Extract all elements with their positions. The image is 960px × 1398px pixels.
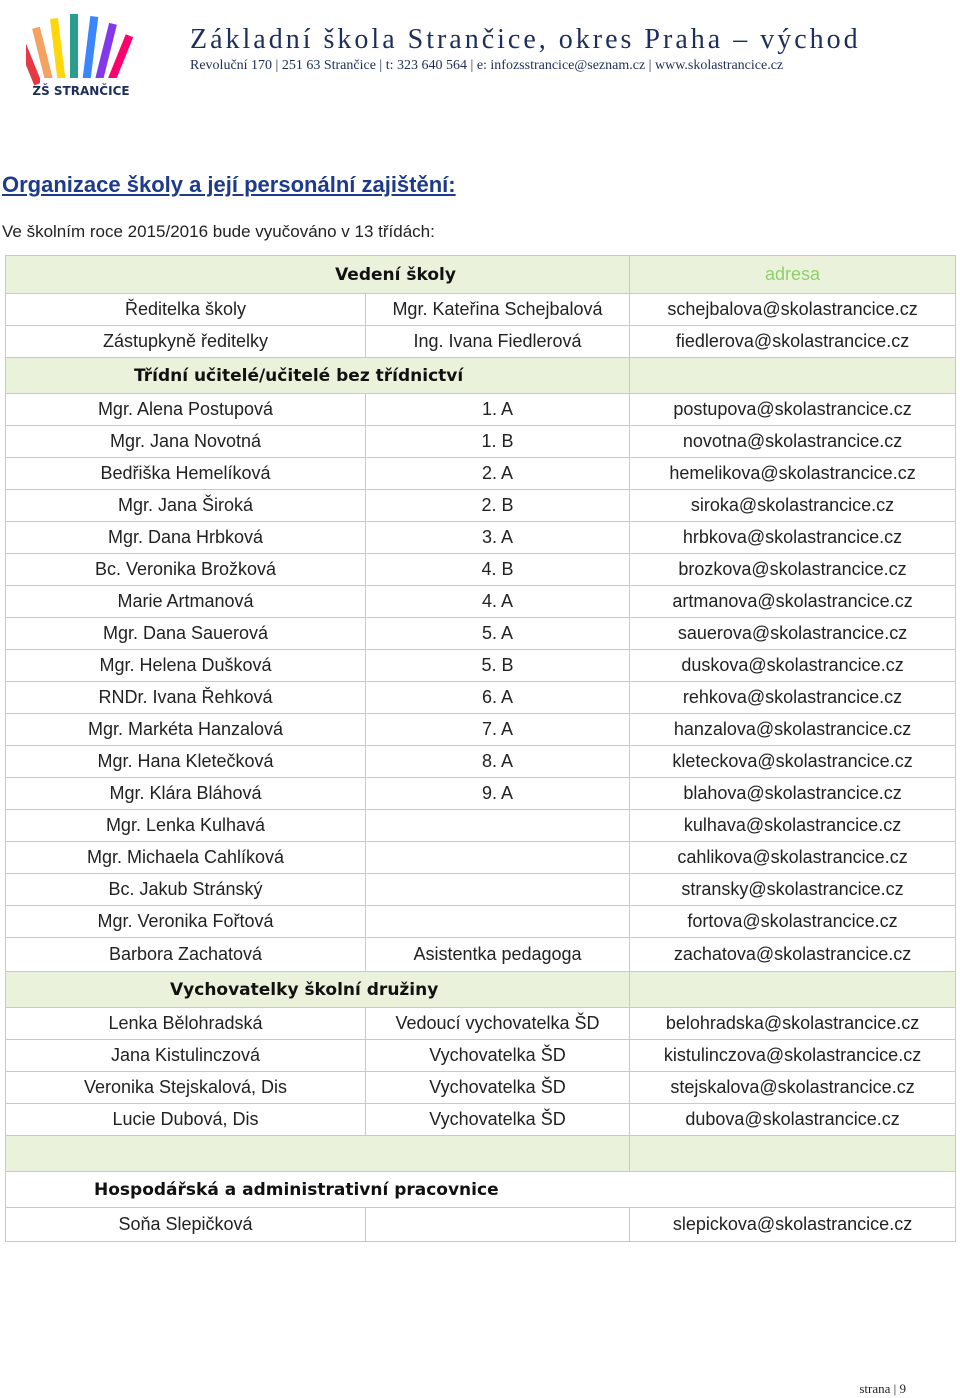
address-column-header: adresa	[630, 256, 956, 294]
teacher-class	[366, 906, 630, 938]
school-name: Základní škola Strančice, okres Praha – východ	[190, 24, 861, 55]
table-row	[6, 426, 956, 458]
section-header-tridni	[6, 358, 956, 394]
teacher-class: 7. A	[366, 714, 630, 746]
teacher-class	[366, 810, 630, 842]
section-header-hospodarska	[6, 1172, 956, 1208]
teacher-email: hanzalova@skolastrancice.cz	[630, 714, 956, 746]
admin-name: Soňa Slepičková	[6, 1208, 366, 1242]
staff-role: Zástupkyně ředitelky	[6, 326, 366, 358]
staff-name: Ing. Ivana Fiedlerová	[366, 326, 630, 358]
teacher-email: hrbkova@skolastrancice.cz	[630, 522, 956, 554]
teacher-name: Bc. Veronika Brožková	[6, 554, 366, 586]
teacher-name: Marie Artmanová	[6, 586, 366, 618]
table-row	[6, 938, 956, 972]
table-row	[6, 1040, 956, 1072]
teacher-email: novotna@skolastrancice.cz	[630, 426, 956, 458]
table-row	[6, 906, 956, 938]
teacher-email: artmanova@skolastrancice.cz	[630, 586, 956, 618]
teacher-name: Mgr. Klára Bláhová	[6, 778, 366, 810]
teacher-class: 4. A	[366, 586, 630, 618]
pencils-graphic	[26, 14, 133, 85]
staff-table	[5, 255, 956, 1242]
teacher-email: hemelikova@skolastrancice.cz	[630, 458, 956, 490]
teacher-name: Barbora Zachatová	[6, 938, 366, 972]
teacher-class: 5. A	[366, 618, 630, 650]
table-row	[6, 778, 956, 810]
page-title: Organizace školy a její personální zajištění:	[2, 172, 456, 197]
educator-role: Vychovatelka ŠD	[366, 1040, 630, 1072]
school-logo	[26, 4, 134, 104]
table-row	[6, 294, 956, 326]
teacher-email: cahlikova@skolastrancice.cz	[630, 842, 956, 874]
educator-email: belohradska@skolastrancice.cz	[630, 1008, 956, 1040]
table-row	[6, 746, 956, 778]
teacher-name: Mgr. Lenka Kulhavá	[6, 810, 366, 842]
teacher-class: 8. A	[366, 746, 630, 778]
table-row	[6, 618, 956, 650]
table-row	[6, 714, 956, 746]
educator-name: Lenka Bělohradská	[6, 1008, 366, 1040]
staff-email: schejbalova@skolastrancice.cz	[630, 294, 956, 326]
teacher-class: 9. A	[366, 778, 630, 810]
table-row	[6, 874, 956, 906]
teacher-class: 5. B	[366, 650, 630, 682]
table-row	[6, 1104, 956, 1136]
teacher-email: rehkova@skolastrancice.cz	[630, 682, 956, 714]
educator-email: dubova@skolastrancice.cz	[630, 1104, 956, 1136]
table-row	[6, 1008, 956, 1040]
table-row	[6, 586, 956, 618]
teacher-email: siroka@skolastrancice.cz	[630, 490, 956, 522]
teacher-class: 6. A	[366, 682, 630, 714]
section-title-vedeni: Vedení školy	[6, 256, 630, 294]
section-empty-cell	[630, 358, 956, 394]
teacher-class: 2. A	[366, 458, 630, 490]
section-spacer	[6, 1136, 956, 1172]
teacher-name: Mgr. Dana Hrbková	[6, 522, 366, 554]
table-row	[6, 326, 956, 358]
teacher-name: RNDr. Ivana Řehková	[6, 682, 366, 714]
staff-role: Ředitelka školy	[6, 294, 366, 326]
teacher-name: Bedřiška Hemelíková	[6, 458, 366, 490]
table-row	[6, 490, 956, 522]
school-contact: Revoluční 170 | 251 63 Strančice | t: 323 640 564 | e: infozsstrancice@seznam.cz | www.skolastrancice.cz	[190, 58, 784, 73]
teacher-email: zachatova@skolastrancice.cz	[630, 938, 956, 972]
teacher-email: sauerova@skolastrancice.cz	[630, 618, 956, 650]
table-row	[6, 458, 956, 490]
educator-name: Lucie Dubová, Dis	[6, 1104, 366, 1136]
teacher-class	[366, 874, 630, 906]
teacher-email: kleteckova@skolastrancice.cz	[630, 746, 956, 778]
teacher-class: 3. A	[366, 522, 630, 554]
teacher-class: 2. B	[366, 490, 630, 522]
teacher-name: Mgr. Hana Kletečková	[6, 746, 366, 778]
teacher-email: stransky@skolastrancice.cz	[630, 874, 956, 906]
table-row	[6, 650, 956, 682]
educator-email: stejskalova@skolastrancice.cz	[630, 1072, 956, 1104]
teacher-name: Mgr. Helena Dušková	[6, 650, 366, 682]
educator-role: Vychovatelka ŠD	[366, 1104, 630, 1136]
teacher-email: fortova@skolastrancice.cz	[630, 906, 956, 938]
intro-text: Ve školním roce 2015/2016 bude vyučováno v 13 třídách:	[2, 222, 435, 241]
logo-text: ZŠ STRANČICE	[32, 84, 130, 98]
table-row	[6, 522, 956, 554]
educator-email: kistulinczova@skolastrancice.cz	[630, 1040, 956, 1072]
teacher-name: Mgr. Dana Sauerová	[6, 618, 366, 650]
teacher-email: brozkova@skolastrancice.cz	[630, 554, 956, 586]
teacher-name: Mgr. Jana Novotná	[6, 426, 366, 458]
teacher-email: kulhava@skolastrancice.cz	[630, 810, 956, 842]
section-header-vychovatelky	[6, 972, 956, 1008]
educator-name: Veronika Stejskalová, Dis	[6, 1072, 366, 1104]
page-number: strana | 9	[859, 1381, 906, 1396]
table-row	[6, 394, 956, 426]
educator-role: Vychovatelka ŠD	[366, 1072, 630, 1104]
admin-email: slepickova@skolastrancice.cz	[630, 1208, 956, 1242]
section-title-tridni: Třídní učitelé/učitelé bez třídnictví	[6, 358, 630, 394]
teacher-class: Asistentka pedagoga	[366, 938, 630, 972]
staff-email: fiedlerova@skolastrancice.cz	[630, 326, 956, 358]
educator-name: Jana Kistulinczová	[6, 1040, 366, 1072]
teacher-name: Mgr. Veronika Fořtová	[6, 906, 366, 938]
teacher-name: Mgr. Markéta Hanzalová	[6, 714, 366, 746]
teacher-email: postupova@skolastrancice.cz	[630, 394, 956, 426]
teacher-name: Mgr. Jana Široká	[6, 490, 366, 522]
section-title-hospodarska: Hospodářská a administrativní pracovnice	[6, 1172, 956, 1208]
teacher-email: blahova@skolastrancice.cz	[630, 778, 956, 810]
spacer-cell	[630, 1136, 956, 1172]
table-row	[6, 1208, 956, 1242]
table-row	[6, 1072, 956, 1104]
teacher-class: 4. B	[366, 554, 630, 586]
section-title-vychovatelky: Vychovatelky školní družiny	[6, 972, 630, 1008]
staff-name: Mgr. Kateřina Schejbalová	[366, 294, 630, 326]
teacher-class: 1. B	[366, 426, 630, 458]
spacer-cell	[6, 1136, 630, 1172]
table-row	[6, 554, 956, 586]
table-row	[6, 810, 956, 842]
teacher-email: duskova@skolastrancice.cz	[630, 650, 956, 682]
teacher-name: Mgr. Alena Postupová	[6, 394, 366, 426]
teacher-name: Bc. Jakub Stránský	[6, 874, 366, 906]
page-header	[0, 0, 960, 110]
educator-role: Vedoucí vychovatelka ŠD	[366, 1008, 630, 1040]
teacher-class: 1. A	[366, 394, 630, 426]
admin-role	[366, 1208, 630, 1242]
table-row	[6, 682, 956, 714]
teacher-class	[366, 842, 630, 874]
teacher-name: Mgr. Michaela Cahlíková	[6, 842, 366, 874]
table-row	[6, 842, 956, 874]
section-empty-cell	[630, 972, 956, 1008]
section-header-vedeni	[6, 256, 956, 294]
